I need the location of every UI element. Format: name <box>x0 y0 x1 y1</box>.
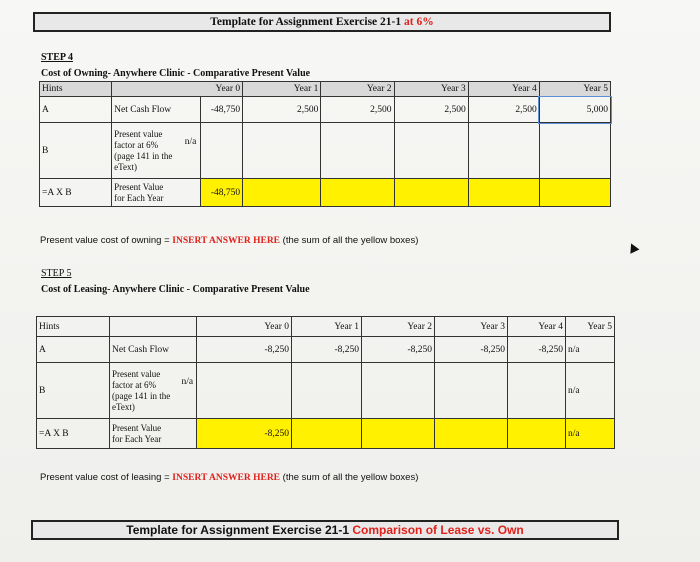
lease-a-year3[interactable]: -8,250 <box>435 337 508 363</box>
lease-a-year0[interactable]: -8,250 <box>197 337 292 363</box>
lease-c-year1[interactable] <box>292 419 362 449</box>
step5-heading: STEP 5 <box>41 268 72 279</box>
own-c-year1[interactable] <box>243 179 321 207</box>
lease-c-year5-na: n/a <box>566 419 615 449</box>
lease-b-year1[interactable] <box>292 363 362 419</box>
lease-c-year4[interactable] <box>508 419 566 449</box>
leasing-insert-answer[interactable]: INSERT ANSWER HERE <box>172 473 281 483</box>
hint-b: B <box>40 123 112 179</box>
lease-b-year2[interactable] <box>362 363 435 419</box>
lease-a-year2[interactable]: -8,250 <box>362 337 435 363</box>
owning-row-c <box>40 179 611 207</box>
own-c-year0[interactable]: -48,750 <box>200 179 243 207</box>
lease-b-year4[interactable] <box>508 363 566 419</box>
own-b-year3[interactable] <box>394 123 468 179</box>
own-b-year1[interactable] <box>243 123 321 179</box>
lease-year-3-header: Year 3 <box>435 317 508 337</box>
owning-row-a <box>40 97 611 123</box>
own-c-year5[interactable] <box>539 179 610 207</box>
lease-year-2-header: Year 2 <box>362 317 435 337</box>
lease-pv-each-year-label: Present Value for Each Year <box>110 419 197 449</box>
own-a-year0[interactable]: -48,750 <box>200 97 243 123</box>
lease-a-year4[interactable]: -8,250 <box>508 337 566 363</box>
own-b-year4[interactable] <box>468 123 539 179</box>
hints-header-lease: Hints <box>37 317 110 337</box>
leasing-row-c <box>37 419 615 449</box>
leasing-answer-line: Present value cost of leasing = INSERT ANSWER HERE (the sum of all the yellow boxes) <box>40 472 419 483</box>
own-b-na: n/a <box>183 123 200 179</box>
owning-insert-answer[interactable]: INSERT ANSWER HERE <box>172 236 281 246</box>
lease-year-0-header: Year 0 <box>197 317 292 337</box>
owning-header-row <box>40 82 611 97</box>
own-c-year4[interactable] <box>468 179 539 207</box>
leasing-header-row <box>37 317 615 337</box>
hints-header: Hints <box>40 82 112 97</box>
year-5-header: Year 5 <box>539 82 610 97</box>
lease-hint-axb: =A X B <box>37 419 110 449</box>
step4-heading: STEP 4 <box>41 52 73 63</box>
lease-a-year1[interactable]: -8,250 <box>292 337 362 363</box>
owning-row-b <box>40 123 611 179</box>
lease-c-year3[interactable] <box>435 419 508 449</box>
year-3-header: Year 3 <box>394 82 468 97</box>
year-1-header: Year 1 <box>243 82 321 97</box>
own-a-year4[interactable]: 2,500 <box>468 97 539 123</box>
year-4-header: Year 4 <box>468 82 539 97</box>
lease-c-year0[interactable]: -8,250 <box>197 419 292 449</box>
step4-subtitle: Cost of Owning- Anywhere Clinic - Comparative Present Value <box>41 68 311 79</box>
lease-year-4-header: Year 4 <box>508 317 566 337</box>
lease-year-5-header: Year 5 <box>566 317 615 337</box>
lease-year-1-header: Year 1 <box>292 317 362 337</box>
leasing-row-b <box>37 363 615 419</box>
own-b-year0[interactable] <box>200 123 243 179</box>
own-c-year3[interactable] <box>394 179 468 207</box>
lease-b-na: n/a <box>180 363 197 419</box>
lease-c-year2[interactable] <box>362 419 435 449</box>
leasing-table <box>36 316 615 449</box>
template-title-bar <box>33 12 611 32</box>
own-b-year2[interactable] <box>321 123 394 179</box>
step5-subtitle: Cost of Leasing- Anywhere Clinic - Comparative Present Value <box>41 284 310 295</box>
comparison-title-text: Template for Assignment Exercise 21-1 <box>126 523 353 537</box>
lease-pv-factor-label: Present value factor at 6% (page 141 in the eText) <box>110 363 180 419</box>
comparison-title-accent: Comparison of Lease vs. Own <box>352 523 524 537</box>
lease-b-year5-na: n/a <box>566 363 615 419</box>
lease-net-cash-flow-label: Net Cash Flow <box>110 337 197 363</box>
year-0-header: Year 0 <box>200 82 243 97</box>
mouse-cursor-icon <box>627 241 640 253</box>
pv-factor-label: Present value factor at 6% (page 141 in the eText) <box>112 123 183 179</box>
own-a-year1[interactable]: 2,500 <box>243 97 321 123</box>
title-accent: at 6% <box>403 16 434 28</box>
own-a-year2[interactable]: 2,500 <box>321 97 394 123</box>
own-b-year5[interactable] <box>539 123 610 179</box>
owning-table <box>39 81 611 207</box>
net-cash-flow-label: Net Cash Flow <box>112 97 200 123</box>
year-2-header: Year 2 <box>321 82 394 97</box>
owning-answer-line: Present value cost of owning = INSERT ANSWER HERE (the sum of all the yellow boxes) <box>40 235 419 246</box>
lease-a-year5-na: n/a <box>566 337 615 363</box>
comparison-title-bar <box>31 520 619 540</box>
hint-axb: =A X B <box>40 179 112 207</box>
lease-b-year3[interactable] <box>435 363 508 419</box>
lease-hint-a: A <box>37 337 110 363</box>
hint-a: A <box>40 97 112 123</box>
leasing-row-a <box>37 337 615 363</box>
lease-b-year0[interactable] <box>197 363 292 419</box>
own-a-year5[interactable]: 5,000 <box>539 97 610 123</box>
own-a-year3[interactable]: 2,500 <box>394 97 468 123</box>
own-c-year2[interactable] <box>321 179 394 207</box>
pv-each-year-label: Present Value for Each Year <box>112 179 200 207</box>
title-text: Template for Assignment Exercise 21-1 <box>210 16 404 28</box>
lease-hint-b: B <box>37 363 110 419</box>
